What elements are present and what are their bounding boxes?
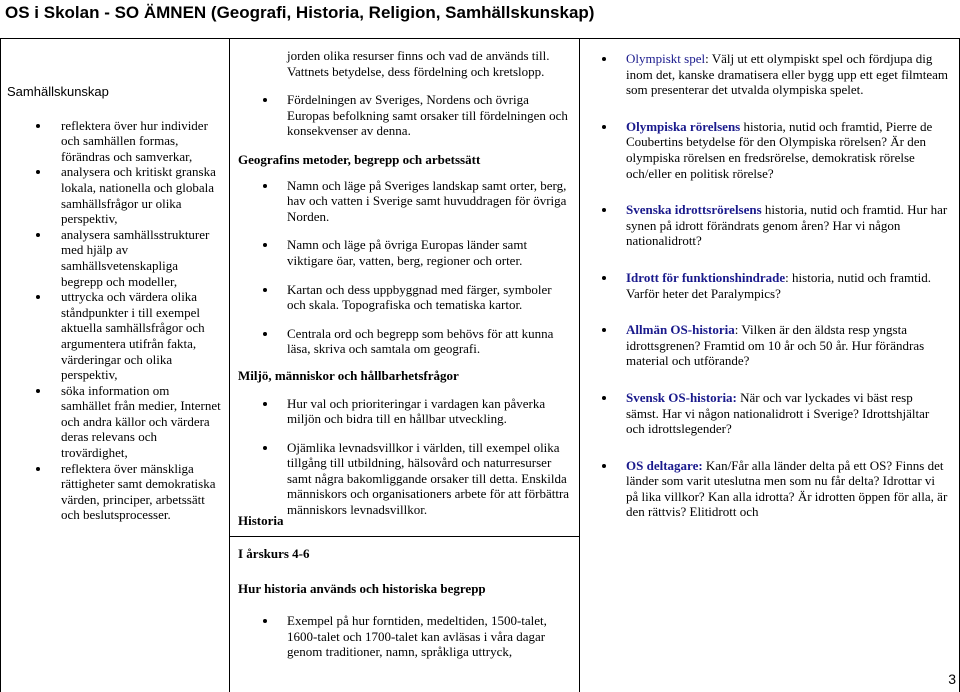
bullet-icon — [602, 208, 606, 212]
bullet-icon — [263, 184, 267, 188]
list-item: analysera och kritiskt granska lokala, nationella och globala samhällsfrågor ur olika perspektiv, — [61, 164, 222, 226]
list-item-olympiskt-spel: Olympiskt spel: Välj ut ett olympiskt spel och fördjupa dig inom det, kanske dramatisera eller bygg upp ett eget filmteam som presenterar det utvalda olympiska spelet. — [626, 51, 948, 98]
list-item: reflektera över hur individer och samhällen formas, förändras och samverkar, — [61, 118, 222, 165]
bullet-icon — [263, 402, 267, 406]
column-rule-1 — [229, 38, 230, 692]
bullet-icon — [602, 464, 606, 468]
bullet-icon — [36, 389, 40, 393]
list-item: uttrycka och värdera olika ståndpunkter i till exempel aktuella samhällsfrågor och argumentera utifrån fakta, värderingar och olika perspektiv, — [61, 289, 222, 383]
section-heading-historia-anvands: Hur historia används och historiska begrepp — [238, 581, 486, 596]
list-item-olympiska-rorelsen: Olympiska rörelsens historia, nutid och framtid, Pierre de Coubertins betydelse för den Olympiska rörelsen? Är den olympiska rörelsen en fredsrörelse, demokratisk rörelse och/eller en politisk rörelse? — [626, 119, 948, 181]
column-rule-2 — [579, 38, 580, 692]
row-rule — [229, 536, 579, 537]
bullet-icon — [602, 276, 606, 280]
page-header — [0, 0, 960, 39]
column-rule-left — [0, 38, 1, 692]
list-historia-anvands-wrapper — [238, 613, 573, 660]
bullet-icon — [263, 332, 267, 336]
list-os-teman — [588, 51, 948, 520]
section-heading-miljo: Miljö, människor och hållbarhetsfrågor — [238, 367, 459, 383]
bullet-icon — [263, 243, 267, 247]
list-samhallskunskap — [7, 118, 222, 523]
bullet-icon — [36, 467, 40, 471]
column-geografi-historia — [238, 48, 573, 518]
list-item-svensk-os-historia: Svensk OS-historia: När och var lyckades vi bäst resp sämst. Har vi någon nationalidrott i Sverige? Idrottshjältar och idrottslegender? — [626, 390, 948, 437]
bullet-icon — [36, 233, 40, 237]
bullet-icon — [602, 57, 606, 61]
list-item: reflektera över mänskliga rättigheter samt demokratiska värden, principer, arbetssätt och beslutsprocesser. — [61, 461, 222, 523]
bullet-icon — [602, 396, 606, 400]
list-item-svenska-idrottsrorelsen: Svenska idrottsrörelsens historia, nutid och framtid. Hur har synen på idrott förändrats genom åren? Har vi någon nationalidrott? — [626, 202, 948, 249]
list-item-os-deltagare: OS deltagare: Kan/Får alla länder delta på ett OS? Finns det länder som varit uteslutna men som nu får delta? Idrottar vi på lika villkor? Kan alla idrotta? Är idrotten öppen för alla, är den rättvis? Elitidrott och — [626, 458, 948, 520]
bullet-icon — [263, 288, 267, 292]
bullet-icon — [263, 446, 267, 450]
section-heading-samhallskunskap: Samhällskunskap — [7, 84, 109, 99]
section-heading-historia: Historia — [238, 513, 284, 528]
list-befolkning — [238, 92, 573, 139]
bullet-icon — [263, 619, 267, 623]
column-samhallskunskap — [7, 84, 222, 523]
list-item: Namn och läge på Sveriges landskap samt orter, berg, hav och vatten i Sverige samt huvuddragen för övriga Norden. — [287, 178, 573, 225]
bullet-icon — [602, 328, 606, 332]
column-os-teman — [588, 51, 948, 520]
list-historia-anvands — [238, 613, 573, 660]
list-item: analysera samhällsstrukturer med hjälp av samhällsvetenskapliga begrepp och modeller, — [61, 227, 222, 289]
bullet-icon — [36, 170, 40, 174]
list-item: Centrala ord och begrepp som behövs för att kunna läsa, skriva och samtala om geografi. — [287, 326, 573, 357]
list-item: Hur val och prioriteringar i vardagen kan påverka miljön och bidra till en hållbar utveckling. — [287, 396, 573, 427]
list-item: söka information om samhället från medier, Internet och andra källor och värdera deras relevans och trovärdighet, — [61, 383, 222, 461]
bullet-icon — [36, 295, 40, 299]
list-item: Namn och läge på övriga Europas länder samt viktigare öar, vatten, berg, regioner och orter. — [287, 237, 573, 268]
intro-text: jorden olika resurser finns och vad de används till. Vattnets betydelse, dess fördelning och kretslopp. — [287, 48, 550, 79]
section-heading-arskurs: I årskurs 4-6 — [238, 546, 310, 561]
list-item: Ojämlika levnadsvillkor i världen, till exempel olika tillgång till utbildning, hälsovård och naturresurser samt några bakomliggande orsaker till detta. Enskilda människors och organisationers arbete för att förbättra människors levnadsvillkor. — [287, 440, 573, 518]
bullet-icon — [263, 98, 267, 102]
page-number: 3 — [948, 671, 956, 687]
bullet-icon — [36, 124, 40, 128]
section-heading-geografins-metoder: Geografins metoder, begrepp och arbetssätt — [238, 151, 481, 167]
list-item-funktionshindrade: Idrott för funktionshindrade: historia, nutid och framtid. Varför heter det Paralympics? — [626, 270, 948, 301]
list-item-allman-os-historia: Allmän OS-historia: Vilken är den äldsta resp yngsta idrottsgrenen? Framtid om 10 år och 50 år. Hur förändras material och utförande? — [626, 322, 948, 369]
page-title: OS i Skolan - SO ÄMNEN (Geografi, Historia, Religion, Samhällskunskap) — [5, 3, 595, 22]
list-miljo — [238, 396, 573, 518]
list-item: Exempel på hur forntiden, medeltiden, 1500-talet, 1600-talet och 1700-talet kan avläsas i våra dagar genom traditioner, namn, språkliga uttryck, — [287, 613, 573, 660]
bullet-icon — [602, 125, 606, 129]
list-geografins-metoder — [238, 178, 573, 357]
list-item: Fördelningen av Sveriges, Nordens och övriga Europas befolkning samt orsaker till fördelningen och konsekvenser av denna. — [287, 92, 573, 139]
list-item: Kartan och dess uppbyggnad med färger, symboler och skala. Topografiska och tematiska kartor. — [287, 282, 573, 313]
